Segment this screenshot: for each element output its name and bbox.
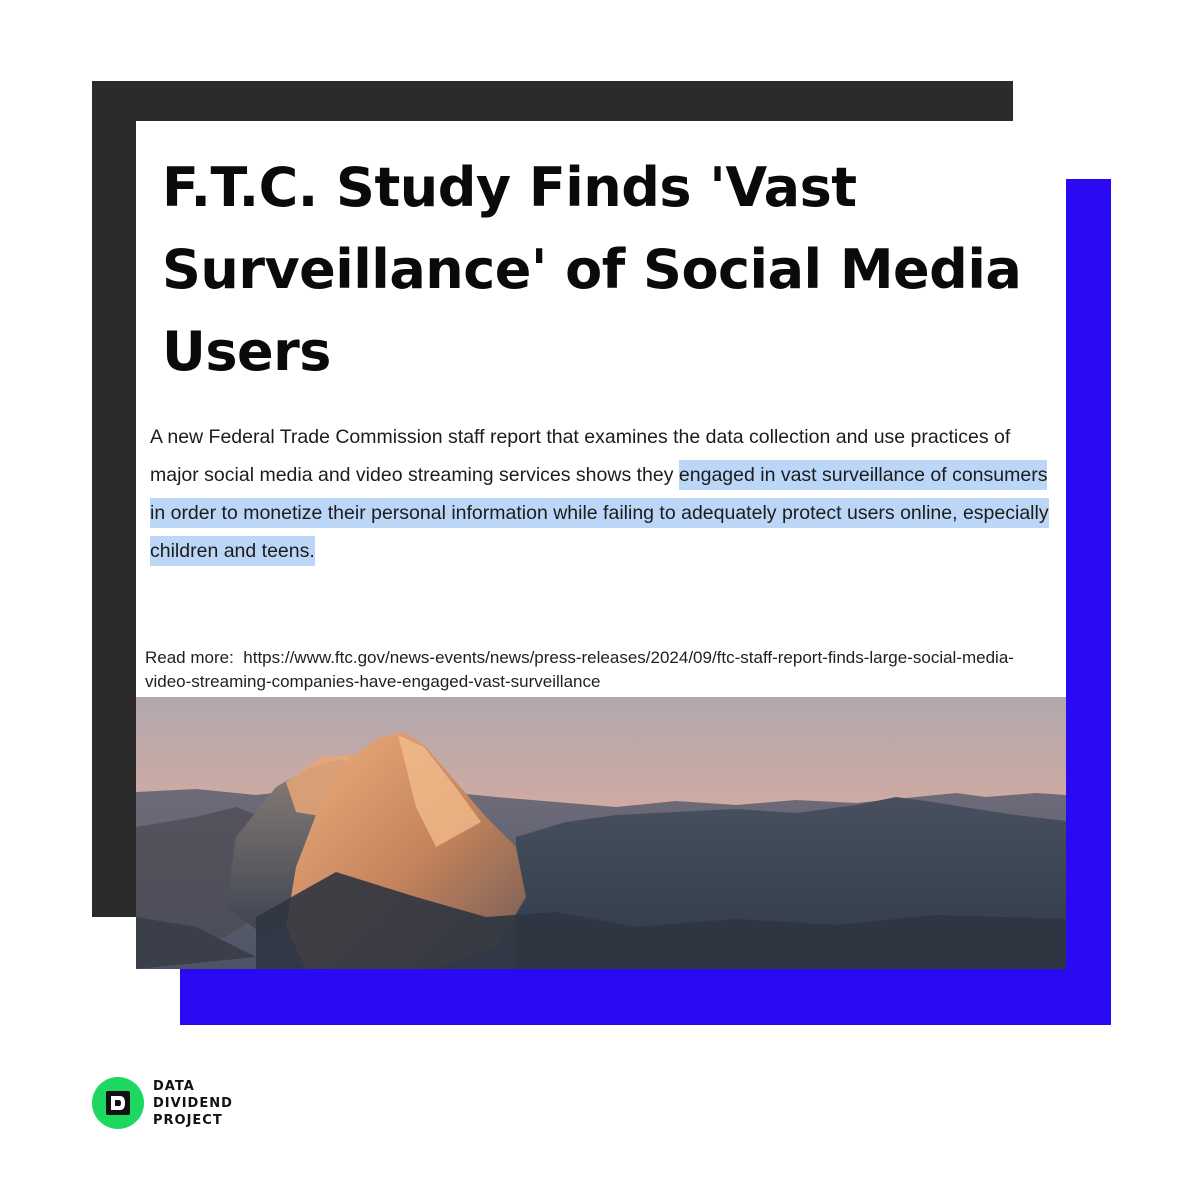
brand-logo	[92, 1077, 233, 1129]
read-more	[145, 646, 1045, 694]
brand-line-3: PROJECT	[153, 1112, 223, 1128]
read-more-label: Read more:	[145, 648, 234, 667]
mountain-landscape-photo	[136, 697, 1066, 969]
read-more-link[interactable]: https://www.ftc.gov/news-events/news/press-releases/2024/09/ftc-staff-report-finds-large-social-media-video-streaming-companies-have-engaged-vast-surveillance	[145, 648, 1014, 691]
summary-plain-text: A new Federal Trade Commission staff report that examines the data collection and use practices of major social media and video streaming services shows they	[150, 426, 1011, 486]
article-summary	[150, 418, 1055, 570]
brand-line-1: DATA	[153, 1078, 195, 1094]
brand-wordmark	[153, 1078, 233, 1129]
brand-line-2: DIVIDEND	[153, 1095, 233, 1111]
article-card	[136, 121, 1066, 969]
data-dividend-logo-icon	[92, 1077, 144, 1129]
article-headline: F.T.C. Study Finds 'Vast Surveillance' of Social Media Users	[162, 156, 1022, 383]
summary-highlighted-text: engaged in vast surveillance of consumers in order to monetize their personal information while failing to adequately protect users online, especially children and teens.	[150, 460, 1049, 566]
